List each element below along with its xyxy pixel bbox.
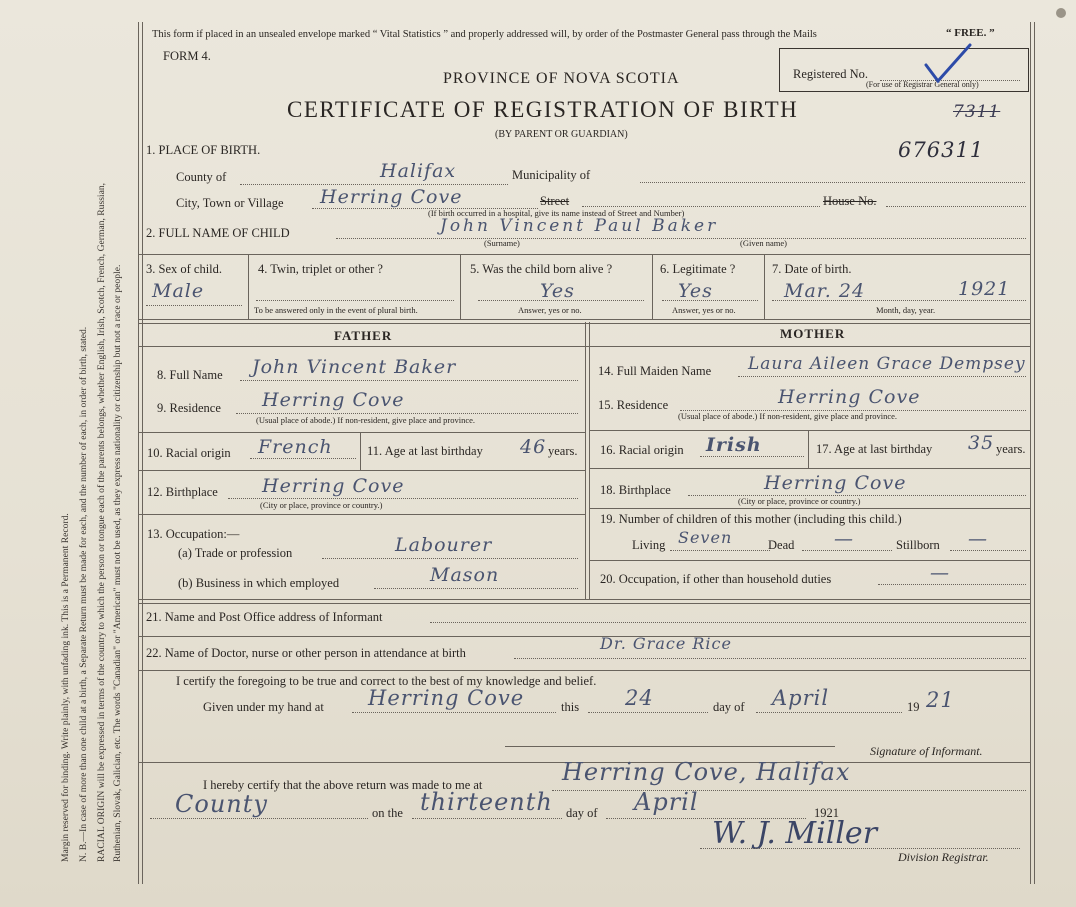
check-mark-icon [920,43,980,89]
twin-note: To be answered only in the event of plural birth. [254,305,418,315]
father-birthplace-value: Herring Cove [262,475,405,497]
father-birthplace-note: (City or place, province or country.) [260,500,383,510]
mother-birthplace-label: 18. Birthplace [600,483,671,497]
father-name-label: 8. Full Name [157,368,223,382]
mother-heading: MOTHER [780,326,846,341]
legitimate-value: Yes [678,280,713,302]
margin-note-binding: Margin reserved for binding. Write plainly, with unfading ink. This is a Permanent Record. [60,513,71,862]
margin-note-multiple-births: N. B.—In case of more than one child at a birth, a Separate Return must be made for each, and the number of each, in order of birth, stated. [78,326,89,862]
dead-value: — [834,528,854,550]
father-age-unit: years. [548,444,578,458]
born-alive-label: 5. Was the child born alive ? [470,262,613,276]
certificate-subtitle: (BY PARENT OR GUARDIAN) [495,129,628,140]
registrar-text: I hereby certify that the above return was made to me at [203,778,483,792]
registrar-on-the-label: on the [372,806,403,820]
margin-notes [58,0,138,907]
house-label: House No. [823,194,877,208]
mother-name-value: Laura Aileen Grace Dempsey [748,354,1026,374]
father-birthplace-label: 12. Birthplace [147,485,218,499]
parents-divider [585,322,590,600]
crossed-number: 7311 [953,102,1001,122]
father-racial-label: 10. Racial origin [147,446,231,460]
father-age-value: 46 [520,436,547,458]
given-year-prefix: 19 [907,700,920,714]
sex-value: Male [152,280,205,302]
living-value: Seven [678,528,733,547]
province-title: PROVINCE OF NOVA SCOTIA [443,70,680,87]
mother-racial-label: 16. Racial origin [600,443,684,457]
stamped-number: 676311 [898,138,985,162]
frame-right [1030,22,1035,884]
margin-note-racial-origin: RACIAL ORIGIN will be expressed in terms of the country to which the person or tongue each of the parents belongs, whether English, Irish, Scotch, French, German, Russian, [96,182,107,862]
informant-label: 21. Name and Post Office address of Informant [146,610,383,624]
mail-free: “ FREE. ” [946,27,995,39]
given-name-note: (Given name) [740,238,787,248]
mother-age-unit: years. [996,442,1026,456]
given-month-value: April [772,686,830,710]
mother-racial-value: Irish [706,434,762,456]
doctor-value: Dr. Grace Rice [600,634,732,653]
twin-label: 4. Twin, triplet or other ? [258,262,383,276]
mother-residence-note: (Usual place of abode.) If non-resident, give place and province. [678,411,898,421]
father-age-label: 11. Age at last birthday [367,444,483,458]
dead-label: Dead [768,538,795,552]
punch-hole [1056,8,1066,18]
city-value: Herring Cove [320,186,463,208]
certify-text: I certify the foregoing to be true and correct to the best of my knowledge and belief. [176,674,597,688]
sex-label: 3. Sex of child. [146,262,223,276]
form-number: FORM 4. [163,49,211,63]
legitimate-note: Answer, yes or no. [672,305,736,315]
father-racial-value: French [258,436,333,458]
given-day-of-label: day of [713,700,745,714]
father-residence-label: 9. Residence [157,401,221,415]
father-business-value: Mason [430,564,500,586]
father-residence-note: (Usual place of abode.) If non-resident, give place and province. [256,415,476,425]
given-year-value: 21 [926,688,955,712]
mother-occupation-value: — [930,562,950,584]
given-place-value: Herring Cove [368,686,525,710]
born-alive-value: Yes [540,280,575,302]
surname-note: (Surname) [484,238,520,248]
county-value: Halifax [380,160,457,182]
father-residence-value: Herring Cove [262,389,405,411]
legitimate-label: 6. Legitimate ? [660,262,736,276]
child-name-label: 2. FULL NAME OF CHILD [146,226,290,240]
registrar-place-value: Herring Cove, Halifax [562,758,851,786]
mother-age-label: 17. Age at last birthday [816,442,933,456]
registered-label: Registered No. [793,67,868,81]
place-of-birth-label: 1. PLACE OF BIRTH. [146,143,261,157]
mother-age-value: 35 [968,432,995,454]
father-occupation-label: 13. Occupation:— [147,527,240,541]
given-day-value: 24 [625,686,654,710]
certificate-title: CERTIFICATE OF REGISTRATION OF BIRTH [287,97,799,122]
date-of-birth-note: Month, day, year. [876,305,936,315]
date-of-birth-value: Mar. 24 [784,280,866,302]
frame-left [138,22,143,884]
registrar-county-value: County [175,790,268,818]
registrar-signature: W. J. Miller [712,816,878,851]
father-trade-value: Labourer [395,534,493,556]
street-label: Street [540,194,570,208]
registrar-day-value: thirteenth [420,788,553,816]
doctor-label: 22. Name of Doctor, nurse or other person in attendance at birth [146,646,466,660]
children-count-label: 19. Number of children of this mother (including this child.) [600,512,902,526]
registered-note: (For use of Registrar General only) [866,80,979,89]
father-business-label: (b) Business in which employed [178,576,340,590]
county-label: County of [176,170,227,184]
father-heading: FATHER [334,328,393,343]
mother-birthplace-note: (City or place, province or country.) [738,496,861,506]
child-name-value: John Vincent Paul Baker [440,216,719,236]
margin-note-nationality: Ruthenian, Slovak, Galician, etc. The words "Canadian" or "American" must not be used, as they express nationality or citizenship but not a race or people. [112,264,123,862]
date-of-birth-label: 7. Date of birth. [772,262,852,276]
informant-signature-label: Signature of Informant. [870,744,983,758]
father-trade-label: (a) Trade or profession [178,546,293,560]
mail-notice: This form if placed in an unsealed envelope marked “ Vital Statistics ” and properly addressed will, by order of the Postmaster General pass through the Mails [152,29,817,40]
registrar-month-value: April [634,788,699,816]
date-of-birth-year: 1921 [958,278,1011,300]
registrar-year-value: 1921 [814,806,839,820]
city-label: City, Town or Village [176,196,284,210]
hospital-note: (If birth occurred in a hospital, give its name instead of Street and Number) [428,208,685,218]
mother-residence-value: Herring Cove [778,386,921,408]
registrar-signature-label: Division Registrar. [898,850,989,864]
living-label: Living [632,538,666,552]
stillborn-label: Stillborn [896,538,940,552]
registrar-day-of-label: day of [566,806,598,820]
given-under-label: Given under my hand at [203,700,324,714]
father-name-value: John Vincent Baker [252,356,457,378]
registered-number-box [779,48,1029,92]
this-label: this [561,700,580,714]
stillborn-value: — [968,528,988,550]
municipality-label: Municipality of [512,168,591,182]
mother-occupation-label: 20. Occupation, if other than household duties [600,572,832,586]
mother-name-label: 14. Full Maiden Name [598,364,712,378]
born-alive-note: Answer, yes or no. [518,305,582,315]
mother-residence-label: 15. Residence [598,398,669,412]
mother-birthplace-value: Herring Cove [764,472,907,494]
